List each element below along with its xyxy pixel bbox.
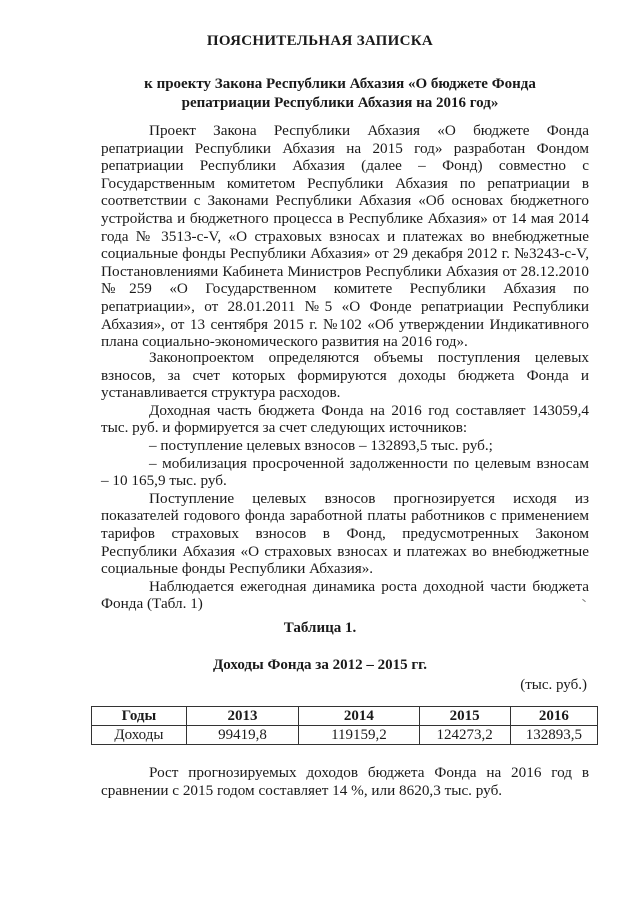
document-subtitle: к проекту Закона Республики Абхазия «О бюджете Фонда репатриации Республики Абхазия на 2016 год» — [144, 76, 536, 111]
table-row — [92, 726, 598, 745]
table-cell: Доходы — [92, 726, 187, 745]
table-header-row — [92, 707, 598, 726]
table-cell: 124273,2 — [419, 726, 510, 745]
list-item-contributions: – поступление целевых взносов – 132893,5 тыс. руб.; — [149, 436, 493, 454]
paragraph-revenue-total: Доходная часть бюджета Фонда на 2016 год составляет 143059,4 тыс. руб. и формируется за счет следующих источников: — [101, 401, 589, 437]
table-header-cell: Годы — [92, 707, 187, 726]
table-header-cell: 2016 — [510, 707, 597, 726]
paragraph-growth-dynamics: Наблюдается ежегодная динамика роста доходной части бюджета Фонда (Табл. 1) — [101, 577, 589, 613]
list-item-arrears: – мобилизация просроченной задолженности по целевым взносам – 10 165,9 тыс. руб. — [101, 454, 589, 490]
intro-section — [101, 122, 589, 351]
table-units: (тыс. руб.) — [520, 677, 587, 693]
table-caption: Таблица 1. — [283, 620, 357, 636]
table-cell: 132893,5 — [510, 726, 597, 745]
paragraph-bill-scope: Законопроектом определяются объемы поступления целевых взносов, за счет которых формируются доходы бюджета Фонда и устанавливается структура расходов. — [101, 349, 589, 402]
table-title: Доходы Фонда за 2012 – 2015 гг. — [212, 657, 428, 673]
document-title: ПОЯСНИТЕЛЬНАЯ ЗАПИСКА — [206, 33, 434, 49]
table-header-cell: 2015 — [419, 707, 510, 726]
table-cell: 119159,2 — [299, 726, 419, 745]
table-header-cell: 2013 — [186, 707, 298, 726]
paragraph-growth-rate: Рост прогнозируемых доходов бюджета Фонда на 2016 год в сравнении с 2015 годом составляет 14 %, или 8620,3 тыс. руб. — [101, 764, 589, 799]
table-cell: 99419,8 — [186, 726, 298, 745]
revenue-section — [101, 349, 589, 613]
paragraph-forecast-basis: Поступление целевых взносов прогнозируется исходя из показателей годового фонда заработной платы работников с применением тарифов страховых взносов в Фонд, предусмотренных Законом Республики Абхазия «О страховых взносах и платежах во внебюджетные социальные фонды Республики Абхазия». — [101, 489, 589, 578]
table-header-cell: 2014 — [299, 707, 419, 726]
paragraph-intro: Проект Закона Республики Абхазия «О бюджете Фонда репатриации Республики Абхазия на 2015 год» разработан Фондом репатриации Республики Абхазия (далее – Фонд) совместно с Государственным комитетом Республики Абхазия по репатриации в соответствии с Законами Республики Абхазия «Об основах бюджетного устройства и бюджетного процесса в Республике Абхазия» от 14 мая 2014 года № 3513-с-V, «О страховых взносах и платежах во внебюджетные социальные фонды Республики Абхазия» от 29 декабря 2012 г. №3243-с-V, Постановлениями Кабинета Министров Республики Абхазия от 28.12.2010 №259 «О Государственном комитете Республики Абхазия по репатриации», от 28.01.2011 №5 «О Фонде репатриации Республики Абхазия», от 13 сентября 2015 г. №102 «Об утверждении Индикативного плана социально-экономического развития на 2016 год». — [101, 122, 589, 351]
conclusion-section — [101, 764, 589, 799]
revenue-table — [91, 706, 598, 745]
